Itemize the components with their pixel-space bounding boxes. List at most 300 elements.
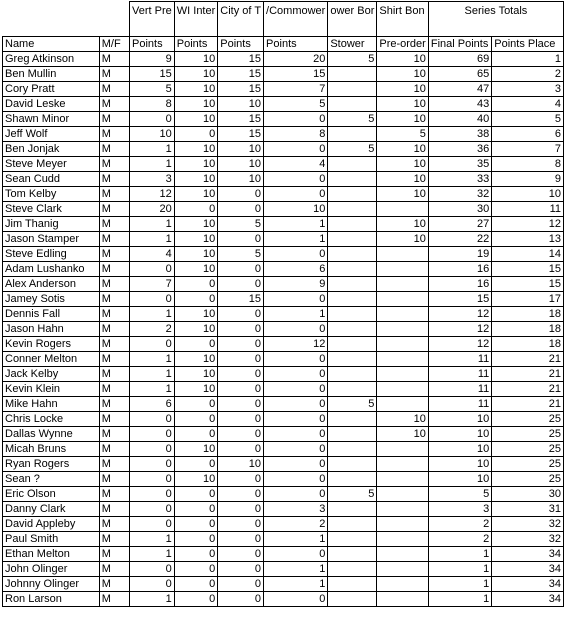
cell-final-points: 10 <box>428 457 491 472</box>
header-blank-mf <box>99 2 129 37</box>
cell-stower <box>328 292 377 307</box>
cell-mf: M <box>99 232 129 247</box>
cell-final-points: 16 <box>428 277 491 292</box>
table-row <box>3 292 564 307</box>
cell-preorder <box>377 337 428 352</box>
cell-name: Eric Olson <box>3 487 100 502</box>
cell-mf: M <box>99 262 129 277</box>
cell-points-2: 10 <box>174 367 218 382</box>
cell-points-place: 32 <box>492 532 564 547</box>
cell-points-3: 0 <box>218 352 264 367</box>
cell-points-1: 20 <box>130 202 175 217</box>
group-header-bonus-2: Shirt Bon <box>377 2 428 37</box>
cell-final-points: 69 <box>428 52 491 67</box>
cell-points-2: 0 <box>174 502 218 517</box>
cell-points-4: 5 <box>264 97 328 112</box>
cell-preorder: 10 <box>377 172 428 187</box>
col-header-points-3: Points <box>218 37 264 52</box>
cell-stower <box>328 82 377 97</box>
cell-points-4: 0 <box>264 112 328 127</box>
cell-final-points: 47 <box>428 82 491 97</box>
cell-points-4: 0 <box>264 412 328 427</box>
cell-name: Shawn Minor <box>3 112 100 127</box>
cell-final-points: 65 <box>428 67 491 82</box>
cell-mf: M <box>99 82 129 97</box>
cell-name: Ben Jonjak <box>3 142 100 157</box>
cell-preorder: 10 <box>377 97 428 112</box>
cell-points-2: 10 <box>174 172 218 187</box>
cell-points-2: 10 <box>174 67 218 82</box>
cell-final-points: 15 <box>428 292 491 307</box>
cell-points-3: 10 <box>218 172 264 187</box>
cell-preorder <box>377 592 428 607</box>
cell-final-points: 40 <box>428 112 491 127</box>
cell-preorder <box>377 397 428 412</box>
cell-points-place: 21 <box>492 352 564 367</box>
cell-points-place: 10 <box>492 187 564 202</box>
group-header-event-2: WI Inter <box>174 2 218 37</box>
cell-points-2: 10 <box>174 352 218 367</box>
group-header-event-1: Vert Pre <box>130 2 175 37</box>
cell-final-points: 12 <box>428 307 491 322</box>
group-header-event-4: /Commower <box>264 2 328 37</box>
cell-points-1: 0 <box>130 577 175 592</box>
cell-points-2: 0 <box>174 457 218 472</box>
cell-mf: M <box>99 337 129 352</box>
cell-mf: M <box>99 217 129 232</box>
table-row <box>3 82 564 97</box>
cell-stower <box>328 277 377 292</box>
cell-name: Dennis Fall <box>3 307 100 322</box>
cell-points-4: 1 <box>264 532 328 547</box>
cell-final-points: 11 <box>428 367 491 382</box>
cell-points-4: 1 <box>264 577 328 592</box>
cell-name: Kevin Rogers <box>3 337 100 352</box>
cell-points-4: 0 <box>264 172 328 187</box>
cell-points-3: 15 <box>218 127 264 142</box>
cell-final-points: 11 <box>428 397 491 412</box>
cell-final-points: 1 <box>428 592 491 607</box>
cell-name: Jason Hahn <box>3 322 100 337</box>
cell-points-4: 12 <box>264 337 328 352</box>
cell-stower <box>328 352 377 367</box>
table-row <box>3 202 564 217</box>
cell-points-4: 0 <box>264 457 328 472</box>
cell-name: Cory Pratt <box>3 82 100 97</box>
table-row <box>3 217 564 232</box>
cell-points-2: 10 <box>174 187 218 202</box>
cell-points-3: 0 <box>218 307 264 322</box>
cell-points-1: 15 <box>130 67 175 82</box>
cell-points-place: 18 <box>492 337 564 352</box>
cell-points-place: 15 <box>492 277 564 292</box>
cell-points-4: 0 <box>264 427 328 442</box>
cell-points-3: 0 <box>218 187 264 202</box>
cell-preorder <box>377 292 428 307</box>
cell-preorder: 10 <box>377 142 428 157</box>
cell-name: David Leske <box>3 97 100 112</box>
cell-mf: M <box>99 142 129 157</box>
table-row <box>3 532 564 547</box>
cell-name: Ethan Melton <box>3 547 100 562</box>
cell-final-points: 36 <box>428 142 491 157</box>
cell-preorder <box>377 457 428 472</box>
cell-stower <box>328 67 377 82</box>
cell-preorder <box>377 487 428 502</box>
cell-preorder: 10 <box>377 52 428 67</box>
cell-mf: M <box>99 397 129 412</box>
cell-mf: M <box>99 202 129 217</box>
cell-points-3: 15 <box>218 82 264 97</box>
cell-points-1: 0 <box>130 292 175 307</box>
cell-points-1: 0 <box>130 472 175 487</box>
cell-points-4: 0 <box>264 397 328 412</box>
cell-points-2: 10 <box>174 112 218 127</box>
cell-points-2: 0 <box>174 532 218 547</box>
table-row <box>3 337 564 352</box>
cell-points-place: 21 <box>492 397 564 412</box>
cell-mf: M <box>99 442 129 457</box>
cell-points-1: 6 <box>130 397 175 412</box>
table-row <box>3 517 564 532</box>
cell-final-points: 27 <box>428 217 491 232</box>
cell-points-1: 1 <box>130 142 175 157</box>
cell-points-2: 0 <box>174 487 218 502</box>
cell-points-2: 0 <box>174 517 218 532</box>
cell-points-4: 0 <box>264 442 328 457</box>
cell-name: Jack Kelby <box>3 367 100 382</box>
cell-preorder: 10 <box>377 157 428 172</box>
cell-stower: 5 <box>328 142 377 157</box>
cell-preorder <box>377 277 428 292</box>
table-row <box>3 472 564 487</box>
cell-preorder: 10 <box>377 427 428 442</box>
cell-points-1: 10 <box>130 127 175 142</box>
cell-points-4: 0 <box>264 142 328 157</box>
cell-points-2: 0 <box>174 547 218 562</box>
cell-stower: 5 <box>328 397 377 412</box>
cell-stower <box>328 172 377 187</box>
cell-points-4: 15 <box>264 67 328 82</box>
cell-stower <box>328 187 377 202</box>
cell-points-place: 2 <box>492 67 564 82</box>
cell-stower <box>328 457 377 472</box>
cell-name: Johnny Olinger <box>3 577 100 592</box>
cell-points-3: 5 <box>218 247 264 262</box>
cell-points-3: 0 <box>218 577 264 592</box>
table-row <box>3 427 564 442</box>
cell-stower <box>328 562 377 577</box>
table-row <box>3 97 564 112</box>
cell-points-2: 0 <box>174 427 218 442</box>
cell-points-3: 15 <box>218 292 264 307</box>
cell-points-2: 0 <box>174 277 218 292</box>
cell-name: Adam Lushanko <box>3 262 100 277</box>
cell-points-2: 0 <box>174 412 218 427</box>
cell-preorder <box>377 262 428 277</box>
cell-name: Dallas Wynne <box>3 427 100 442</box>
cell-final-points: 22 <box>428 232 491 247</box>
cell-stower <box>328 577 377 592</box>
cell-points-4: 1 <box>264 232 328 247</box>
cell-preorder <box>377 382 428 397</box>
cell-final-points: 43 <box>428 97 491 112</box>
cell-stower <box>328 367 377 382</box>
cell-stower <box>328 547 377 562</box>
cell-points-2: 10 <box>174 217 218 232</box>
cell-name: Tom Kelby <box>3 187 100 202</box>
cell-points-3: 0 <box>218 547 264 562</box>
table-row <box>3 382 564 397</box>
cell-preorder <box>377 517 428 532</box>
cell-points-1: 0 <box>130 337 175 352</box>
table-row <box>3 172 564 187</box>
cell-name: Steve Meyer <box>3 157 100 172</box>
cell-points-4: 0 <box>264 382 328 397</box>
table-row <box>3 547 564 562</box>
cell-points-3: 0 <box>218 442 264 457</box>
cell-points-1: 0 <box>130 412 175 427</box>
cell-points-1: 0 <box>130 262 175 277</box>
cell-preorder <box>377 307 428 322</box>
cell-stower: 5 <box>328 112 377 127</box>
cell-mf: M <box>99 97 129 112</box>
table-row <box>3 577 564 592</box>
cell-final-points: 30 <box>428 202 491 217</box>
cell-points-3: 0 <box>218 592 264 607</box>
cell-points-1: 2 <box>130 322 175 337</box>
cell-name: Steve Edling <box>3 247 100 262</box>
cell-points-4: 0 <box>264 472 328 487</box>
cell-points-3: 0 <box>218 262 264 277</box>
cell-points-place: 17 <box>492 292 564 307</box>
cell-points-1: 0 <box>130 442 175 457</box>
cell-points-2: 10 <box>174 472 218 487</box>
cell-mf: M <box>99 502 129 517</box>
cell-points-1: 1 <box>130 382 175 397</box>
cell-name: Jamey Sotis <box>3 292 100 307</box>
cell-points-3: 0 <box>218 322 264 337</box>
cell-points-4: 0 <box>264 487 328 502</box>
cell-name: Ryan Rogers <box>3 457 100 472</box>
cell-preorder: 10 <box>377 217 428 232</box>
cell-mf: M <box>99 592 129 607</box>
cell-mf: M <box>99 382 129 397</box>
cell-name: Chris Locke <box>3 412 100 427</box>
cell-points-2: 10 <box>174 97 218 112</box>
cell-final-points: 16 <box>428 262 491 277</box>
cell-mf: M <box>99 52 129 67</box>
cell-points-place: 31 <box>492 502 564 517</box>
cell-points-place: 32 <box>492 517 564 532</box>
cell-preorder <box>377 532 428 547</box>
cell-points-place: 25 <box>492 472 564 487</box>
cell-points-1: 3 <box>130 172 175 187</box>
cell-points-place: 25 <box>492 442 564 457</box>
cell-points-3: 0 <box>218 532 264 547</box>
table-row <box>3 142 564 157</box>
cell-stower <box>328 412 377 427</box>
cell-points-1: 1 <box>130 307 175 322</box>
cell-final-points: 2 <box>428 517 491 532</box>
table-row <box>3 352 564 367</box>
cell-preorder <box>377 472 428 487</box>
cell-mf: M <box>99 457 129 472</box>
cell-name: Mike Hahn <box>3 397 100 412</box>
cell-final-points: 3 <box>428 502 491 517</box>
cell-points-place: 11 <box>492 202 564 217</box>
cell-points-place: 21 <box>492 382 564 397</box>
cell-points-2: 10 <box>174 82 218 97</box>
cell-points-place: 13 <box>492 232 564 247</box>
cell-name: Greg Atkinson <box>3 52 100 67</box>
cell-mf: M <box>99 352 129 367</box>
cell-points-1: 5 <box>130 82 175 97</box>
table-row <box>3 487 564 502</box>
cell-points-place: 30 <box>492 487 564 502</box>
table-row <box>3 502 564 517</box>
cell-name: Jim Thanig <box>3 217 100 232</box>
cell-points-3: 0 <box>218 517 264 532</box>
cell-stower <box>328 157 377 172</box>
cell-preorder <box>377 202 428 217</box>
cell-points-1: 1 <box>130 367 175 382</box>
cell-points-4: 1 <box>264 217 328 232</box>
table-row <box>3 67 564 82</box>
cell-points-4: 6 <box>264 262 328 277</box>
cell-points-place: 15 <box>492 262 564 277</box>
cell-mf: M <box>99 427 129 442</box>
table-row <box>3 307 564 322</box>
cell-stower: 5 <box>328 487 377 502</box>
cell-final-points: 11 <box>428 352 491 367</box>
cell-mf: M <box>99 562 129 577</box>
cell-preorder: 10 <box>377 112 428 127</box>
cell-points-1: 1 <box>130 547 175 562</box>
cell-name: John Olinger <box>3 562 100 577</box>
cell-points-2: 0 <box>174 577 218 592</box>
table-row <box>3 262 564 277</box>
table-row <box>3 397 564 412</box>
cell-preorder <box>377 322 428 337</box>
cell-points-3: 5 <box>218 217 264 232</box>
cell-final-points: 12 <box>428 322 491 337</box>
cell-points-4: 9 <box>264 277 328 292</box>
cell-points-place: 25 <box>492 457 564 472</box>
cell-preorder <box>377 442 428 457</box>
table-row <box>3 367 564 382</box>
cell-points-place: 25 <box>492 427 564 442</box>
table-row <box>3 592 564 607</box>
cell-points-2: 0 <box>174 592 218 607</box>
cell-mf: M <box>99 412 129 427</box>
cell-points-4: 7 <box>264 82 328 97</box>
cell-points-4: 20 <box>264 52 328 67</box>
cell-points-4: 4 <box>264 157 328 172</box>
cell-points-place: 9 <box>492 172 564 187</box>
cell-points-place: 8 <box>492 157 564 172</box>
cell-stower <box>328 322 377 337</box>
cell-preorder: 10 <box>377 187 428 202</box>
cell-points-1: 8 <box>130 97 175 112</box>
cell-stower <box>328 232 377 247</box>
cell-points-3: 0 <box>218 502 264 517</box>
cell-points-place: 14 <box>492 247 564 262</box>
col-header-points-1: Points <box>130 37 175 52</box>
cell-points-place: 34 <box>492 592 564 607</box>
cell-points-2: 10 <box>174 442 218 457</box>
cell-mf: M <box>99 247 129 262</box>
table-row <box>3 277 564 292</box>
cell-points-1: 1 <box>130 157 175 172</box>
cell-points-1: 12 <box>130 187 175 202</box>
cell-preorder: 10 <box>377 412 428 427</box>
cell-points-4: 0 <box>264 367 328 382</box>
table-row <box>3 112 564 127</box>
cell-name: Danny Clark <box>3 502 100 517</box>
cell-points-1: 0 <box>130 562 175 577</box>
cell-points-place: 34 <box>492 547 564 562</box>
cell-mf: M <box>99 67 129 82</box>
table-row <box>3 322 564 337</box>
cell-points-place: 4 <box>492 97 564 112</box>
cell-points-3: 0 <box>218 562 264 577</box>
cell-points-2: 10 <box>174 247 218 262</box>
cell-name: Ron Larson <box>3 592 100 607</box>
table-row <box>3 232 564 247</box>
cell-points-2: 0 <box>174 292 218 307</box>
cell-stower <box>328 307 377 322</box>
cell-mf: M <box>99 277 129 292</box>
table-row <box>3 442 564 457</box>
cell-final-points: 1 <box>428 562 491 577</box>
cell-points-1: 1 <box>130 352 175 367</box>
cell-preorder <box>377 352 428 367</box>
cell-preorder: 10 <box>377 232 428 247</box>
cell-points-4: 0 <box>264 187 328 202</box>
cell-final-points: 33 <box>428 172 491 187</box>
cell-points-1: 1 <box>130 217 175 232</box>
col-header-points-place: Points Place <box>492 37 564 52</box>
cell-preorder <box>377 367 428 382</box>
cell-points-4: 1 <box>264 307 328 322</box>
group-header-event-3: City of T <box>218 2 264 37</box>
cell-stower <box>328 472 377 487</box>
cell-points-3: 0 <box>218 472 264 487</box>
table-row <box>3 247 564 262</box>
cell-points-place: 5 <box>492 112 564 127</box>
cell-stower <box>328 247 377 262</box>
cell-points-2: 10 <box>174 322 218 337</box>
cell-name: Alex Anderson <box>3 277 100 292</box>
cell-points-4: 0 <box>264 352 328 367</box>
col-header-mf: M/F <box>99 37 129 52</box>
cell-stower: 5 <box>328 52 377 67</box>
cell-name: Sean ? <box>3 472 100 487</box>
cell-mf: M <box>99 187 129 202</box>
cell-preorder: 10 <box>377 67 428 82</box>
cell-points-place: 34 <box>492 577 564 592</box>
cell-stower <box>328 382 377 397</box>
column-header-row <box>3 37 564 52</box>
cell-points-3: 0 <box>218 397 264 412</box>
cell-final-points: 38 <box>428 127 491 142</box>
cell-points-3: 10 <box>218 97 264 112</box>
cell-final-points: 1 <box>428 547 491 562</box>
cell-stower <box>328 217 377 232</box>
cell-points-3: 0 <box>218 367 264 382</box>
cell-mf: M <box>99 517 129 532</box>
